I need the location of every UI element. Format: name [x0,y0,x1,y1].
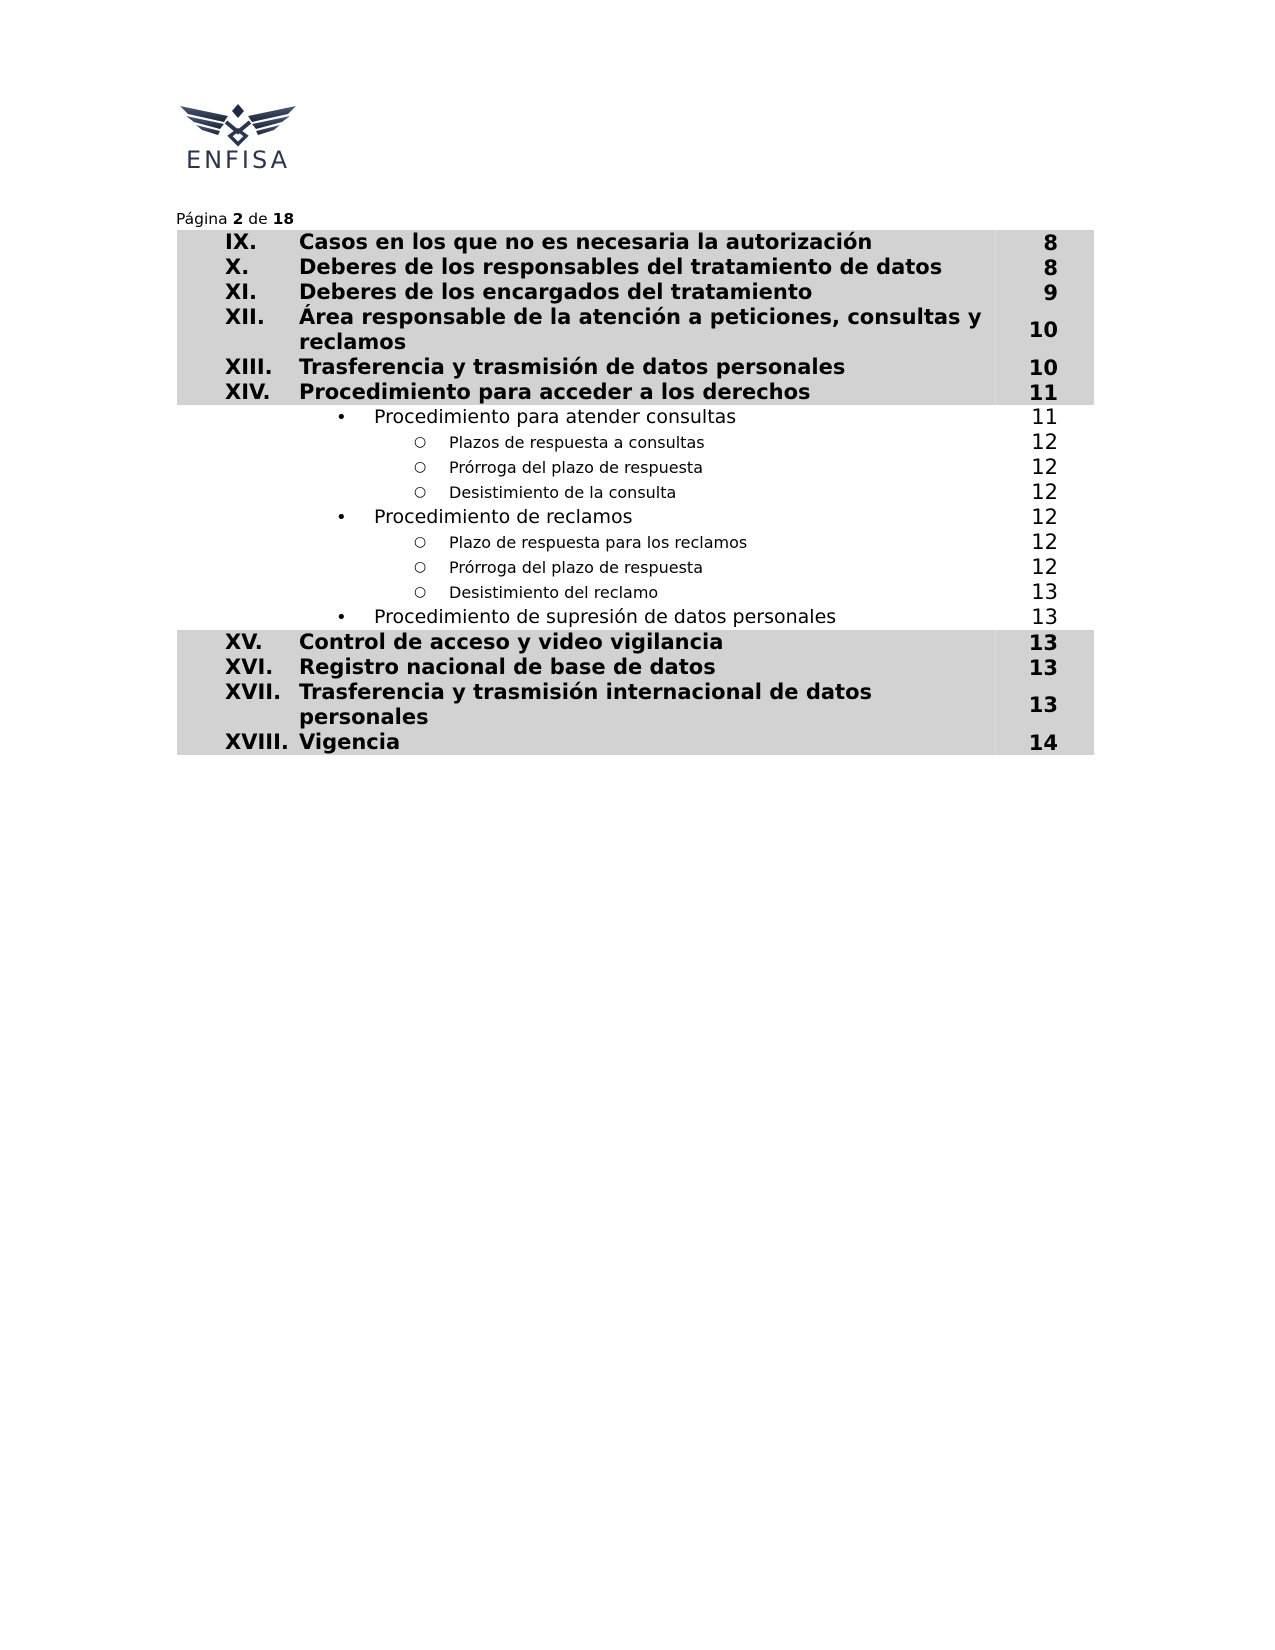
toc-subentry-page: 12 [1031,505,1058,529]
toc-entry-number: XVI. [225,655,274,679]
toc-entry-title: Vigencia [299,730,401,754]
toc-subentry[interactable] [177,430,1094,455]
circle-bullet-icon: ○ [414,484,427,500]
toc-entry-number: XV. [225,630,263,654]
toc-entry-title: Control de acceso y video vigilancia [299,630,724,654]
toc-subentry-page: 12 [1031,530,1058,554]
toc-subentry[interactable] [177,405,1094,430]
toc-entry-title: Trasferencia y trasmisión internacional de datos personales [299,680,872,729]
toc-subentry[interactable] [177,530,1094,555]
toc-entry-page: 13 [1028,630,1058,655]
toc-subentry-label: Procedimiento para atender consultas [374,406,737,428]
toc-subentry-label: Procedimiento de reclamos [374,506,633,528]
column-divider [995,680,996,730]
toc-entry-page: 10 [1028,318,1058,342]
toc-entry-page: 13 [1028,655,1058,680]
toc-subentry-label: Desistimiento de la consulta [449,483,677,502]
toc-entry-title: Casos en los que no es necesaria la autorización [299,230,873,254]
toc-entry-title: Trasferencia y trasmisión de datos personales [299,355,846,379]
toc-entry[interactable] [177,730,1094,755]
eagle-wings-icon [178,100,298,148]
toc-entry-number: IX. [225,230,257,254]
toc-subentry-page: 12 [1031,480,1058,504]
column-divider [995,255,996,280]
toc-subentry[interactable] [177,505,1094,530]
toc-entry-number: XVII. [225,680,282,704]
toc-entry[interactable] [177,680,1094,730]
column-divider [995,630,996,655]
column-divider [995,380,996,405]
bullet-icon: • [336,607,347,628]
toc-subentry[interactable] [177,555,1094,580]
toc-subentry-page: 12 [1031,455,1058,479]
toc-subentry-label: Prórroga del plazo de respuesta [449,558,703,577]
toc-subentry-page: 11 [1031,405,1058,429]
toc-entry-number: XII. [225,305,265,329]
toc-subentry-page: 12 [1031,430,1058,454]
toc-entry-page: 11 [1028,380,1058,405]
circle-bullet-icon: ○ [414,584,427,600]
page-total: 18 [272,210,295,228]
column-divider [995,230,996,255]
page-current: 2 [232,210,244,228]
toc-subentry[interactable] [177,605,1094,630]
toc-entry[interactable] [177,230,1094,255]
circle-bullet-icon: ○ [414,459,427,475]
column-divider [995,655,996,680]
toc-entry-title: Deberes de los responsables del tratamiento de datos [299,255,943,279]
column-divider [995,280,996,305]
column-divider [995,305,996,355]
toc-entry[interactable] [177,280,1094,305]
toc-subentry-label: Plazo de respuesta para los reclamos [449,533,748,552]
toc-entry-title: Procedimiento para acceder a los derechos [299,380,811,404]
toc-subentry[interactable] [177,580,1094,605]
toc-entry-page: 8 [1043,255,1058,280]
toc-subentry[interactable] [177,455,1094,480]
toc-entry-page: 13 [1028,693,1058,717]
column-divider [995,730,996,755]
company-logo [178,100,298,180]
toc-entry[interactable] [177,380,1094,405]
toc-entry-page: 8 [1043,230,1058,255]
toc-entry-page: 9 [1043,280,1058,305]
toc-entry[interactable] [177,255,1094,280]
toc-subentry-label: Desistimiento del reclamo [449,583,659,602]
page-label: Página [176,210,228,228]
toc-entry-page: 14 [1028,730,1058,755]
toc-entry[interactable] [177,305,1094,355]
toc-subentry-page: 12 [1031,555,1058,579]
toc-subentry[interactable] [177,480,1094,505]
page-of: de [248,210,268,228]
toc-subentry-page: 13 [1031,580,1058,604]
page-number [176,210,294,228]
bullet-icon: • [336,507,347,528]
toc-entry-number: XIV. [225,380,271,404]
toc-entry-page: 10 [1028,355,1058,380]
circle-bullet-icon: ○ [414,534,427,550]
logo-text: ENFISA [185,146,291,174]
toc-entry-title: Deberes de los encargados del tratamiento [299,280,813,304]
toc-entry[interactable] [177,655,1094,680]
toc-subentry-label: Plazos de respuesta a consultas [449,433,705,452]
toc-entry-number: X. [225,255,250,279]
toc-subentry-label: Procedimiento de supresión de datos personales [374,606,837,628]
toc-subentry-label: Prórroga del plazo de respuesta [449,458,703,477]
circle-bullet-icon: ○ [414,559,427,575]
table-of-contents [177,230,1094,755]
toc-subentry-page: 13 [1031,605,1058,629]
toc-entry[interactable] [177,630,1094,655]
column-divider [995,355,996,380]
circle-bullet-icon: ○ [414,434,427,450]
toc-entry-title: Área responsable de la atención a peticiones, consultas y reclamos [299,305,982,354]
toc-entry[interactable] [177,355,1094,380]
toc-entry-title: Registro nacional de base de datos [299,655,716,679]
toc-entry-number: XVIII. [225,730,289,754]
toc-entry-number: XI. [225,280,257,304]
toc-entry-number: XIII. [225,355,273,379]
bullet-icon: • [336,407,347,428]
